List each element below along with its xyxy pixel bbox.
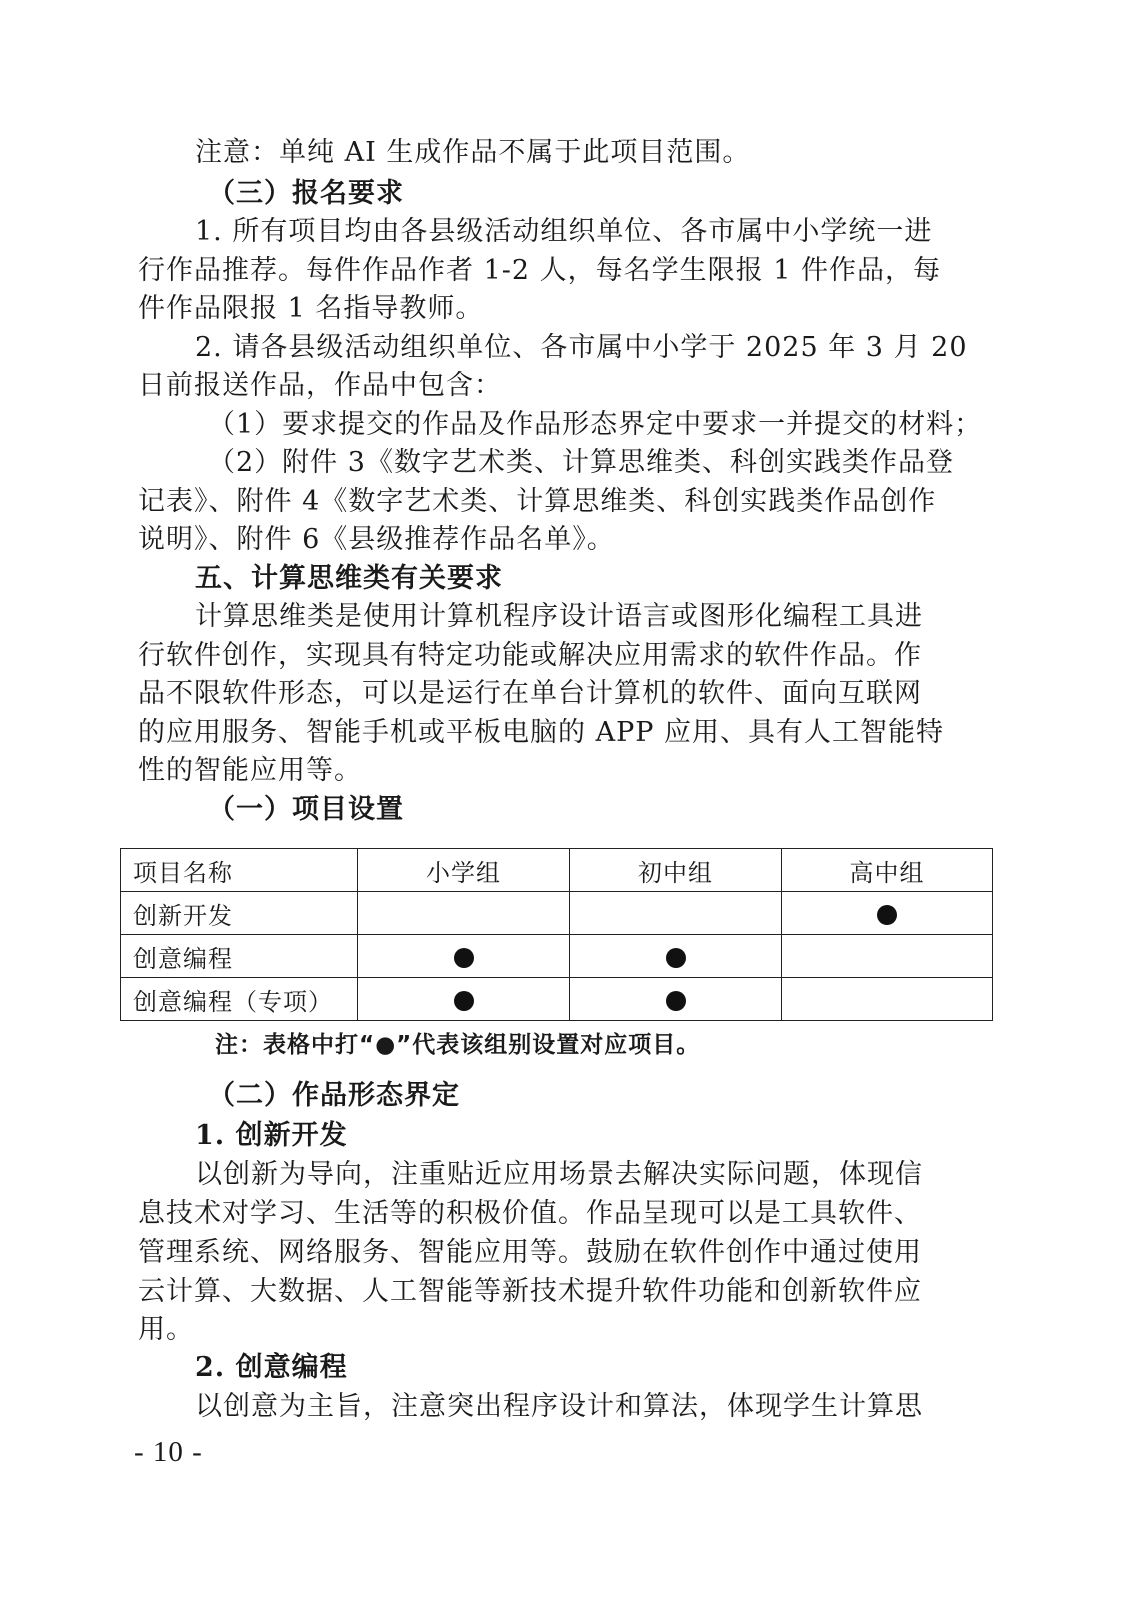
dot-icon xyxy=(666,991,686,1011)
dot-icon xyxy=(666,948,686,968)
text-line: （三）报名要求 xyxy=(208,178,404,209)
project-name-cell: 创新开发 xyxy=(121,892,358,935)
text-line: 行软件创作，实现具有特定功能或解决应用需求的软件作品。作 xyxy=(138,640,922,671)
text-line: 用。 xyxy=(138,1314,194,1345)
table-row xyxy=(121,935,993,978)
header-senior: 高中组 xyxy=(782,849,993,892)
text-line: 的应用服务、智能手机或平板电脑的 APP 应用、具有人工智能特 xyxy=(138,717,944,748)
text-line: 件作品限报 1 名指导教师。 xyxy=(138,293,484,324)
header-junior: 初中组 xyxy=(570,849,782,892)
group-cell xyxy=(358,935,570,978)
table-header-row xyxy=(121,849,993,892)
dot-icon xyxy=(454,948,474,968)
text-line: （二）作品形态界定 xyxy=(208,1080,460,1111)
text-line: 息技术对学习、生活等的积极价值。作品呈现可以是工具软件、 xyxy=(138,1198,922,1229)
text-line: 五、计算思维类有关要求 xyxy=(195,563,503,594)
group-cell xyxy=(570,935,782,978)
text-line: 性的智能应用等。 xyxy=(138,755,362,786)
text-line: 以创新为导向，注重贴近应用场景去解决实际问题，体现信 xyxy=(195,1159,923,1190)
group-cell xyxy=(358,978,570,1021)
project-name-cell: 创意编程 xyxy=(121,935,358,978)
group-cell xyxy=(782,978,993,1021)
text-line: 2. 创意编程 xyxy=(195,1352,348,1383)
project-name-cell: 创意编程（专项） xyxy=(121,978,358,1021)
text-line: 记表》、附件 4《数字艺术类、计算思维类、科创实践类作品创作 xyxy=(138,486,937,517)
text-line: 说明》、附件 6《县级推荐作品名单》。 xyxy=(138,524,615,555)
text-line: 以创意为主旨，注意突出程序设计和算法，体现学生计算思 xyxy=(195,1391,923,1422)
page-number: - 10 - xyxy=(134,1436,203,1468)
text-line: 云计算、大数据、人工智能等新技术提升软件功能和创新软件应 xyxy=(138,1276,922,1307)
dot-icon xyxy=(454,991,474,1011)
text-line: 管理系统、网络服务、智能应用等。鼓励在软件创作中通过使用 xyxy=(138,1237,922,1268)
text-line: （一）项目设置 xyxy=(208,794,404,825)
table-note: 注：表格中打“●”代表该组别设置对应项目。 xyxy=(215,1032,701,1058)
project-settings-table xyxy=(120,848,993,1021)
text-line: 日前报送作品，作品中包含： xyxy=(138,370,502,401)
text-line: 2. 请各县级活动组织单位、各市属中小学于 2025 年 3 月 20 xyxy=(195,332,968,363)
text-line: 品不限软件形态，可以是运行在单台计算机的软件、面向互联网 xyxy=(138,678,922,709)
text-line: 注意：单纯 AI 生成作品不属于此项目范围。 xyxy=(195,137,751,168)
group-cell xyxy=(570,892,782,935)
table-row xyxy=(121,978,993,1021)
text-line: 行作品推荐。每件作品作者 1-2 人，每名学生限报 1 件作品，每 xyxy=(138,255,941,286)
group-cell xyxy=(782,935,993,978)
group-cell xyxy=(570,978,782,1021)
text-line: 1. 创新开发 xyxy=(195,1120,348,1151)
text-line: 计算思维类是使用计算机程序设计语言或图形化编程工具进 xyxy=(195,601,923,632)
group-cell xyxy=(782,892,993,935)
table-row xyxy=(121,892,993,935)
header-primary: 小学组 xyxy=(358,849,570,892)
dot-icon xyxy=(877,905,897,925)
header-project-name: 项目名称 xyxy=(121,849,358,892)
text-line: （2）附件 3《数字艺术类、计算思维类、科创实践类作品登 xyxy=(208,447,954,478)
text-line: 1. 所有项目均由各县级活动组织单位、各市属中小学统一进 xyxy=(195,216,933,247)
text-line: （1）要求提交的作品及作品形态界定中要求一并提交的材料； xyxy=(208,409,983,440)
group-cell xyxy=(358,892,570,935)
